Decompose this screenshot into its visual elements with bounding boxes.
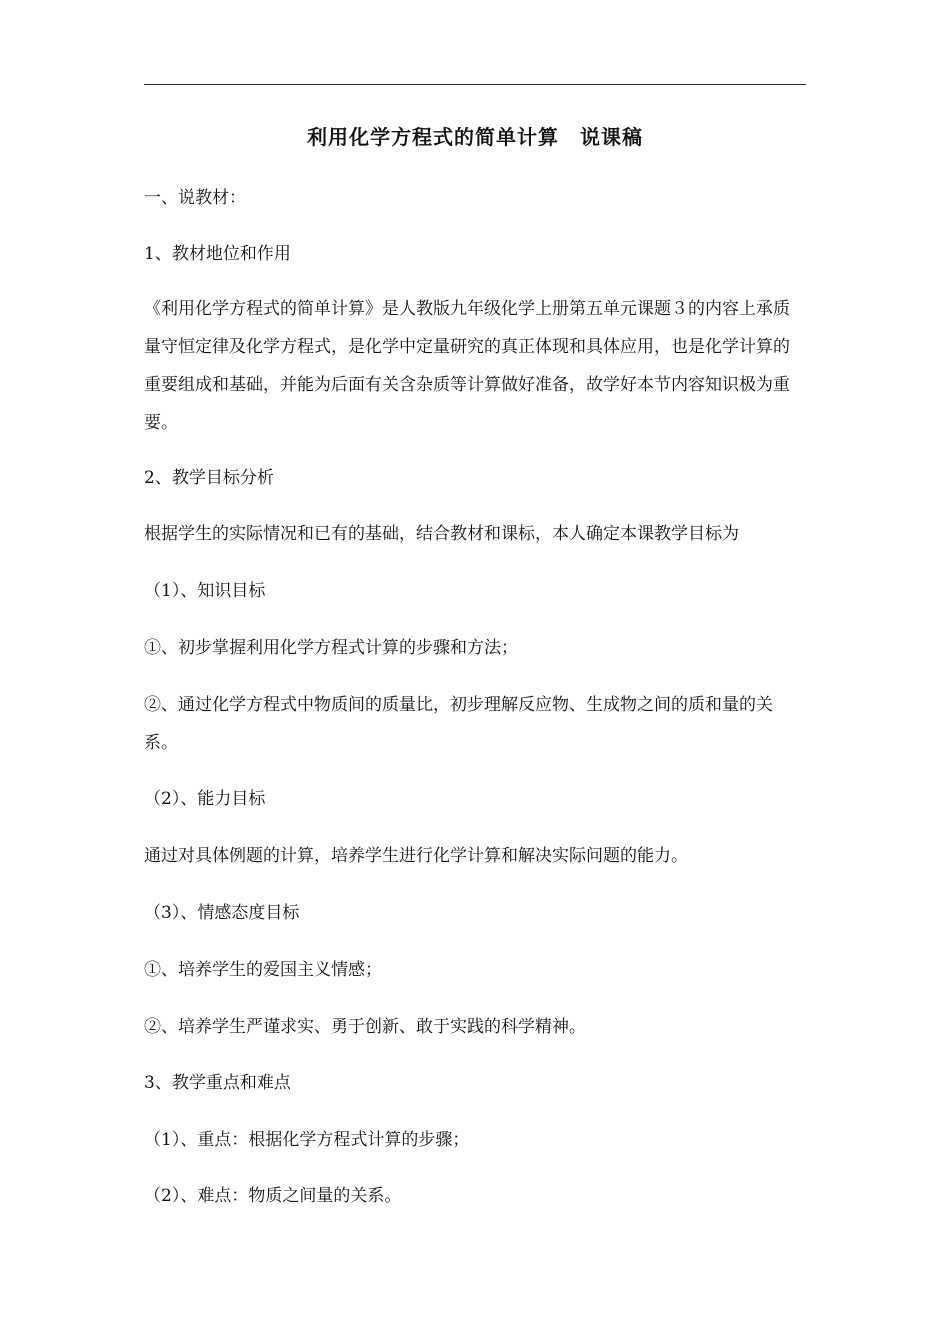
subsection-heading-objectives: 2、教学目标分析 [144, 468, 274, 488]
paragraph-objectives-intro: 根据学生的实际情况和已有的基础，结合教材和课标，本人确定本课教学目标为 [144, 524, 739, 544]
subsection-heading-keypoints: 3、教学重点和难点 [144, 1073, 291, 1093]
subsection-heading-position: 1、教材地位和作用 [144, 244, 291, 264]
paragraph-position-role: 《利用化学方程式的简单计算》是人教版九年级化学上册第五单元课题３的内容上承质量守恒定律及化学方程式，是化学中定量研究的真正体现和具体应用，也是化学计算的重要组成和基础，并能为后面有关含杂质等计算做好准备，故学好本节内容知识极为重要。 [144, 299, 790, 433]
header-rule [144, 84, 806, 85]
knowledge-goal-item-1: ①、初步掌握利用化学方程式计算的步骤和方法； [144, 638, 518, 658]
ability-goal-heading: （2）、能力目标 [144, 789, 266, 809]
emotion-goal-item-1: ①、培养学生的爱国主义情感； [144, 960, 382, 980]
knowledge-goal-heading: （1）、知识目标 [144, 581, 266, 601]
difficulty-item: （2）、难点：物质之间量的关系。 [144, 1186, 402, 1206]
keypoint-item: （1）、重点：根据化学方程式计算的步骤； [144, 1130, 470, 1150]
page-title: 利用化学方程式的简单计算 说课稿 [307, 125, 643, 149]
emotion-goal-item-2: ②、培养学生严谨求实、勇于创新、敢于实践的科学精神。 [144, 1017, 586, 1037]
knowledge-goal-item-2: ②、通过化学方程式中物质间的质量比，初步理解反应物、生成物之间的质和量的关系。 [144, 695, 773, 753]
section-heading-textbook: 一、说教材： [144, 188, 246, 208]
ability-goal-item-1: 通过对具体例题的计算，培养学生进行化学计算和解决实际问题的能力。 [144, 846, 688, 866]
emotion-goal-heading: （3）、情感态度目标 [144, 903, 300, 923]
